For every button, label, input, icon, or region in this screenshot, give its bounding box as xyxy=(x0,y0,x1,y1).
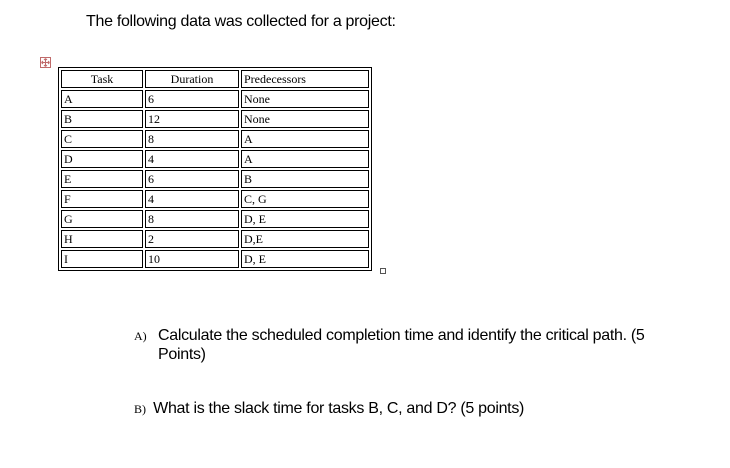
predecessors-cell: None xyxy=(241,90,369,108)
header-duration: Duration xyxy=(145,70,239,88)
task-cell: F xyxy=(61,190,143,208)
table-move-handle-icon[interactable] xyxy=(40,57,51,68)
table-resize-handle[interactable] xyxy=(380,268,386,274)
task-cell: G xyxy=(61,210,143,228)
table-row xyxy=(61,90,369,108)
header-task: Task xyxy=(61,70,143,88)
question-a-marker: A) xyxy=(134,329,147,343)
predecessors-cell: D,E xyxy=(241,230,369,248)
duration-cell: 10 xyxy=(145,250,239,268)
table-header-row xyxy=(61,70,369,88)
task-cell: H xyxy=(61,230,143,248)
task-table xyxy=(58,67,372,271)
question-b-text: What is the slack time for tasks B, C, and D? (5 points) xyxy=(153,400,525,417)
table-row xyxy=(61,170,369,188)
predecessors-cell: A xyxy=(241,130,369,148)
task-cell: D xyxy=(61,150,143,168)
table-row xyxy=(61,150,369,168)
header-predecessors: Predecessors xyxy=(241,70,369,88)
table-row xyxy=(61,190,369,208)
table-row xyxy=(61,130,369,148)
task-cell: I xyxy=(61,250,143,268)
duration-cell: 8 xyxy=(145,210,239,228)
predecessors-cell: D, E xyxy=(241,210,369,228)
predecessors-cell: D, E xyxy=(241,250,369,268)
duration-cell: 6 xyxy=(145,90,239,108)
duration-cell: 2 xyxy=(145,230,239,248)
task-cell: B xyxy=(61,110,143,128)
task-cell: C xyxy=(61,130,143,148)
table-row xyxy=(61,230,369,248)
predecessors-cell: C, G xyxy=(241,190,369,208)
question-a xyxy=(134,326,694,363)
intro-text: The following data was collected for a project: xyxy=(86,13,396,30)
predecessors-cell: None xyxy=(241,110,369,128)
question-b-marker: B) xyxy=(134,402,146,416)
question-b xyxy=(134,399,694,419)
predecessors-cell: B xyxy=(241,170,369,188)
task-cell: E xyxy=(61,170,143,188)
duration-cell: 12 xyxy=(145,110,239,128)
duration-cell: 4 xyxy=(145,150,239,168)
predecessors-cell: A xyxy=(241,150,369,168)
duration-cell: 8 xyxy=(145,130,239,148)
duration-cell: 4 xyxy=(145,190,239,208)
question-a-text: Calculate the scheduled completion time and identify the critical path. (5 Points) xyxy=(158,327,645,363)
table-row xyxy=(61,250,369,268)
table-row xyxy=(61,210,369,228)
duration-cell: 6 xyxy=(145,170,239,188)
task-cell: A xyxy=(61,90,143,108)
table-row xyxy=(61,110,369,128)
